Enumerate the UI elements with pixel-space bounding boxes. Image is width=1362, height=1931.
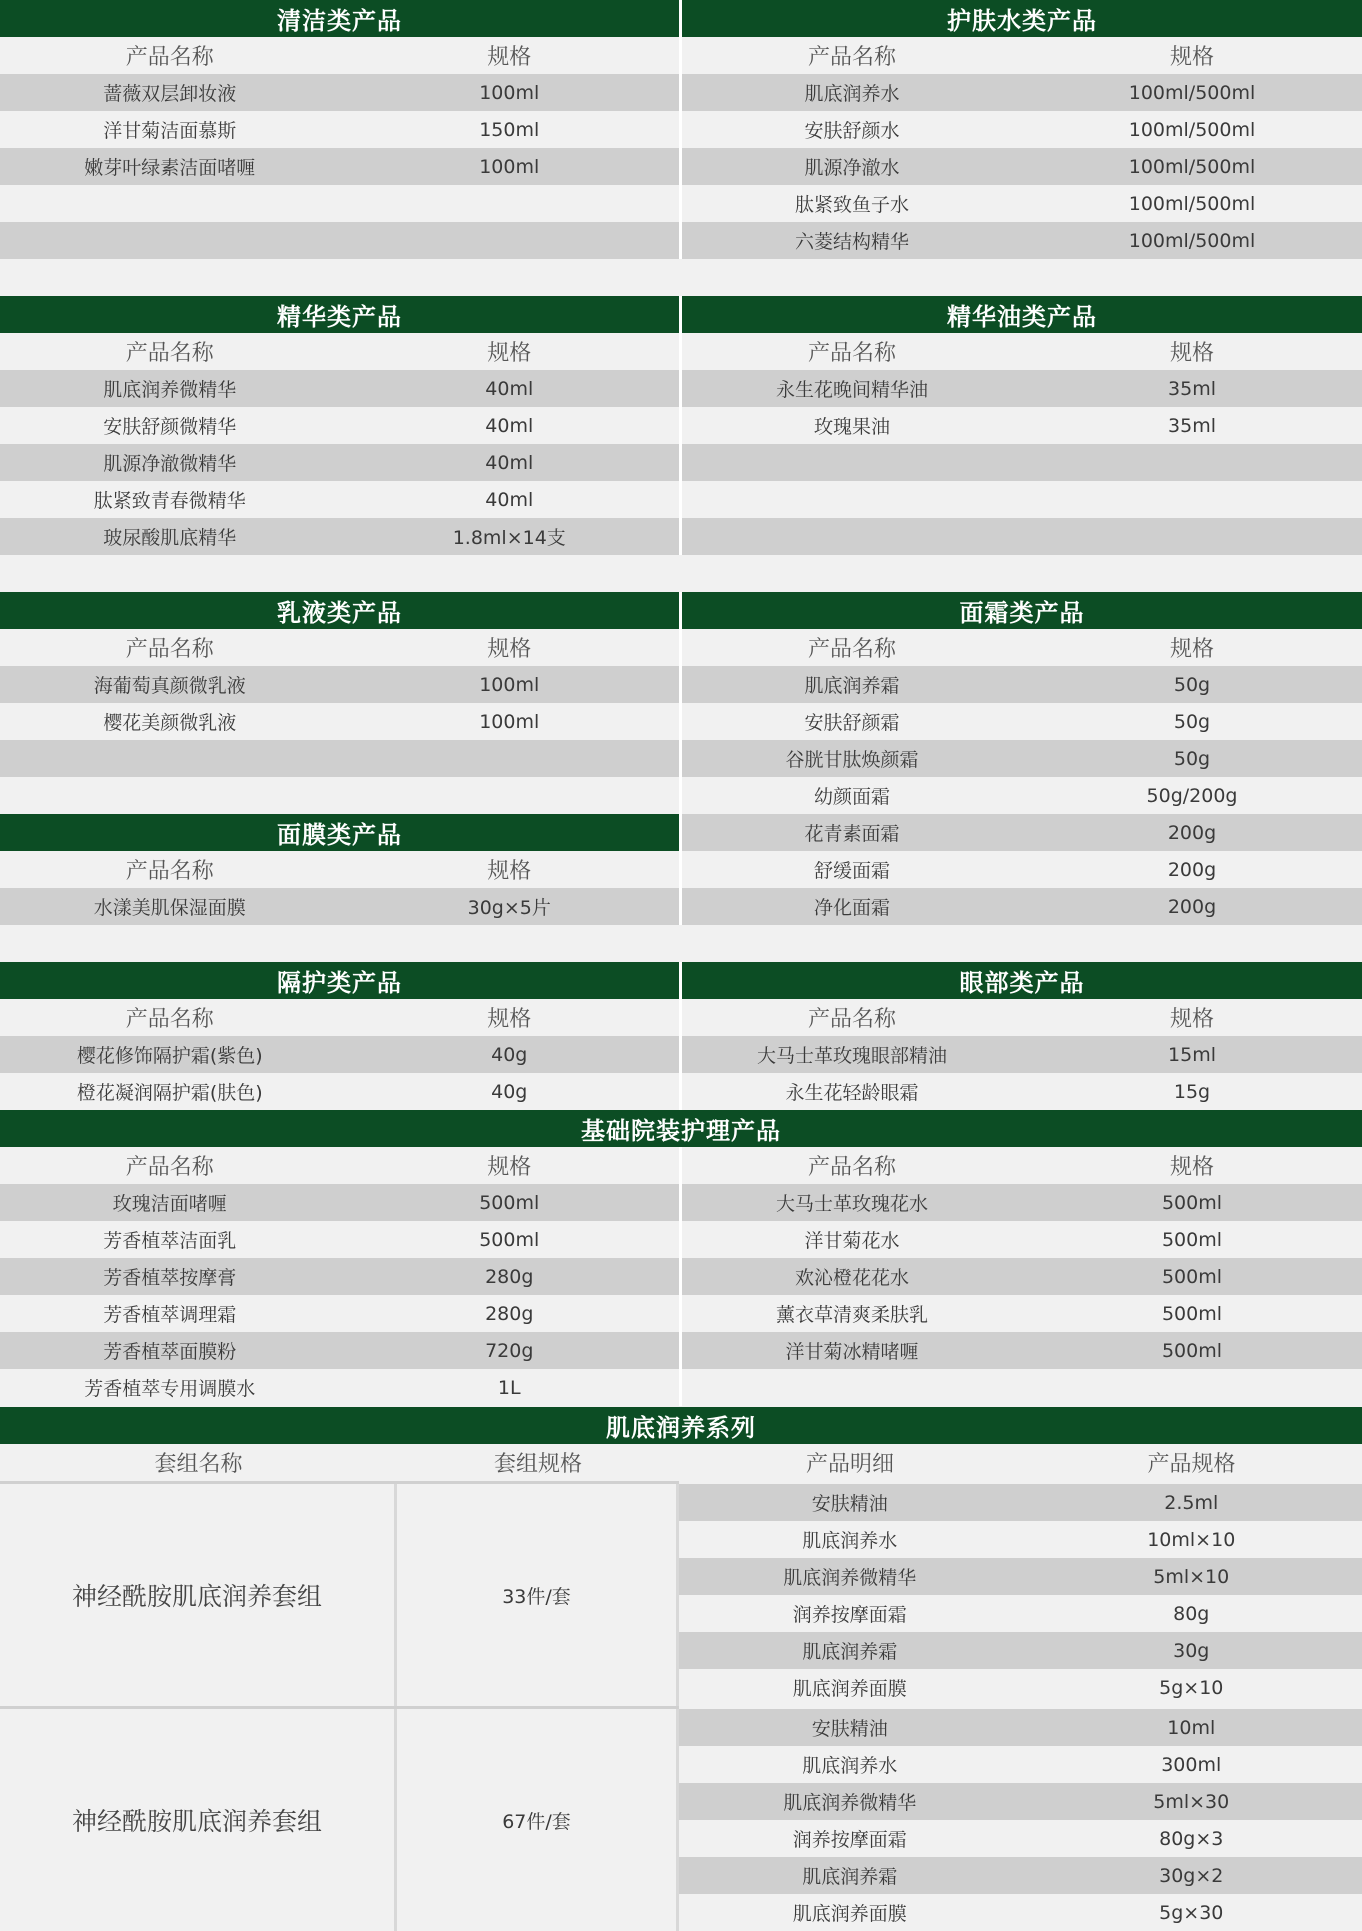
table-header [682,37,1362,74]
spec-cell: 40g [340,1081,680,1103]
product-name-cell: 舒缓面霜 [682,856,1022,883]
table-row [0,1184,679,1221]
table-row [679,1558,1362,1595]
table-row [682,1184,1362,1221]
product-name-cell: 肌底润养水 [682,79,1022,106]
table-row [682,888,1362,925]
product-name-cell: 肌底润养霜 [682,671,1022,698]
product-name-cell: 安肤舒颜霜 [682,708,1022,735]
table-row [682,1221,1362,1258]
header-item-spec: 产品规格 [1021,1447,1362,1478]
product-name-cell: 玫瑰洁面啫喱 [0,1189,340,1216]
product-name-cell: 肌底润养水 [679,1751,1021,1778]
product-name-cell: 欢沁橙花花水 [682,1263,1022,1290]
table-header [0,37,679,74]
product-name-cell: 产品名称 [682,1002,1022,1033]
oil-table [679,296,1362,555]
product-name-cell: 薰衣草清爽柔肤乳 [682,1300,1022,1327]
spec-cell: 5g×30 [1021,1902,1362,1924]
table-row [682,1332,1362,1369]
table-row [679,1746,1362,1783]
product-name-cell: 产品名称 [0,854,340,885]
mask-title: 面膜类产品 [0,814,679,851]
spec-cell: 50g/200g [1022,785,1362,807]
spec-cell: 规格 [1022,336,1362,367]
spec-cell: 720g [340,1340,680,1362]
salon-left [0,1147,679,1406]
product-name-cell: 产品名称 [682,336,1022,367]
table-row [679,1857,1362,1894]
spec-cell: 100ml/500ml [1022,119,1362,141]
table-row [682,444,1362,481]
table-header [682,1147,1362,1184]
table-row [682,370,1362,407]
product-name-cell: 肌底润养微精华 [679,1563,1021,1590]
series-title: 肌底润养系列 [0,1407,1362,1444]
product-name-cell: 海葡萄真颜微乳液 [0,671,340,698]
table-row [679,1484,1362,1521]
product-name-cell: 肽紧致青春微精华 [0,486,340,513]
table-header [682,999,1362,1036]
spec-cell: 100ml/500ml [1022,193,1362,215]
table-row [0,407,679,444]
product-name-cell: 芳香植萃按摩膏 [0,1263,340,1290]
table-row [0,777,679,814]
set-name: 神经酰胺肌底润养套组 [0,1484,397,1706]
product-name-cell: 芳香植萃洁面乳 [0,1226,340,1253]
table-row [0,1073,679,1110]
section-essence-oil [0,296,1362,555]
spec-cell: 500ml [1022,1192,1362,1214]
table-row [0,1295,679,1332]
spec-cell: 500ml [340,1229,680,1251]
spec-cell: 规格 [340,854,680,885]
spec-cell: 50g [1022,711,1362,733]
table-row [0,666,679,703]
table-row [0,222,679,259]
table-row [0,740,679,777]
product-name-cell: 产品名称 [682,632,1022,663]
product-name-cell: 肌底润养面膜 [679,1674,1021,1701]
spec-cell: 规格 [340,40,680,71]
table-row [682,703,1362,740]
table-row [682,185,1362,222]
table-row [682,777,1362,814]
spec-cell: 40ml [340,489,680,511]
table-row [682,407,1362,444]
product-name-cell: 洋甘菊冰精啫喱 [682,1337,1022,1364]
spec-cell: 规格 [340,336,680,367]
spec-cell: 80g [1021,1603,1362,1625]
set-block [0,1484,1362,1706]
table-header [0,999,679,1036]
product-name-cell: 安肤舒颜微精华 [0,412,340,439]
spec-cell: 280g [340,1303,680,1325]
product-name-cell: 肌源净澈微精华 [0,449,340,476]
table-row [682,74,1362,111]
table-row [679,1894,1362,1931]
header-set-qty: 套组规格 [397,1447,679,1478]
product-name-cell: 产品名称 [0,336,340,367]
spec-cell: 100ml/500ml [1022,82,1362,104]
section-series [0,1407,1362,1931]
table-row [682,518,1362,555]
table-row [682,1295,1362,1332]
spec-cell: 10ml×10 [1021,1529,1362,1551]
set-block [0,1709,1362,1931]
product-name-cell: 永生花轻龄眼霜 [682,1078,1022,1105]
table-row [682,1369,1362,1406]
primer-table [0,962,679,1110]
salon-right [679,1147,1362,1406]
spec-cell: 40ml [340,452,680,474]
spec-cell: 200g [1022,859,1362,881]
spec-cell: 规格 [340,632,680,663]
cleansing-table [0,0,679,259]
spec-cell: 100ml/500ml [1022,156,1362,178]
table-row [682,666,1362,703]
table-header [682,333,1362,370]
spec-cell: 150ml [340,119,680,141]
spec-cell: 5ml×30 [1021,1791,1362,1813]
product-name-cell: 玻尿酸肌底精华 [0,523,340,550]
table-row [0,1221,679,1258]
table-header [0,333,679,370]
lotion-title: 乳液类产品 [0,592,679,629]
spec-cell: 35ml [1022,415,1362,437]
spec-cell: 40ml [340,415,680,437]
table-row [679,1709,1362,1746]
spec-cell: 规格 [340,1150,680,1181]
spec-cell: 80g×3 [1021,1828,1362,1850]
spec-cell: 200g [1022,822,1362,844]
spec-cell: 规格 [1022,1150,1362,1181]
table-row [679,1783,1362,1820]
cream-title: 面霜类产品 [682,592,1362,629]
table-row [0,1258,679,1295]
product-name-cell: 花青素面霜 [682,819,1022,846]
spec-cell: 规格 [340,1002,680,1033]
table-row [0,1332,679,1369]
set-name: 神经酰胺肌底润养套组 [0,1709,397,1931]
product-name-cell: 肌底润养微精华 [679,1788,1021,1815]
spec-cell: 100ml [340,711,680,733]
table-row [682,222,1362,259]
product-name-cell: 净化面霜 [682,893,1022,920]
product-name-cell: 大马士革玫瑰花水 [682,1189,1022,1216]
table-row [682,740,1362,777]
product-name-cell: 产品名称 [0,40,340,71]
product-name-cell: 嫩芽叶绿素洁面啫喱 [0,153,340,180]
product-name-cell: 润养按摩面霜 [679,1600,1021,1627]
spec-cell: 5ml×10 [1021,1566,1362,1588]
spec-cell: 5g×10 [1021,1677,1362,1699]
spec-cell: 30g [1021,1640,1362,1662]
product-name-cell: 肌源净澈水 [682,153,1022,180]
table-header [0,851,679,888]
product-name-cell: 芳香植萃专用调膜水 [0,1374,340,1401]
product-name-cell: 肌底润养水 [679,1526,1021,1553]
product-name-cell: 谷胱甘肽焕颜霜 [682,745,1022,772]
table-row [682,481,1362,518]
spec-cell: 1.8ml×14支 [340,523,680,550]
product-name-cell: 润养按摩面霜 [679,1825,1021,1852]
spec-cell: 500ml [1022,1266,1362,1288]
table-row [0,444,679,481]
spec-cell: 规格 [1022,1002,1362,1033]
set-items [679,1484,1362,1706]
product-name-cell: 洋甘菊洁面慕斯 [0,116,340,143]
product-name-cell: 玫瑰果油 [682,412,1022,439]
section-cleansing-toner [0,0,1362,259]
product-name-cell: 樱花美颜微乳液 [0,708,340,735]
table-header [682,629,1362,666]
primer-title: 隔护类产品 [0,962,679,999]
table-row [682,148,1362,185]
product-name-cell: 大马士革玫瑰眼部精油 [682,1041,1022,1068]
oil-title: 精华油类产品 [682,296,1362,333]
table-row [682,1036,1362,1073]
table-row [682,1073,1362,1110]
spec-cell: 300ml [1021,1754,1362,1776]
product-name-cell: 肽紧致鱼子水 [682,190,1022,217]
table-header [0,629,679,666]
table-row [679,1632,1362,1669]
product-name-cell: 肌底润养面膜 [679,1899,1021,1926]
header-set-name: 套组名称 [0,1447,397,1478]
product-name-cell: 橙花凝润隔护霜(肤色) [0,1078,340,1105]
product-name-cell: 洋甘菊花水 [682,1226,1022,1253]
table-row [0,370,679,407]
product-name-cell: 永生花晚间精华油 [682,375,1022,402]
section-lotion-cream [0,592,1362,925]
table-row [0,703,679,740]
set-qty: 33件/套 [397,1484,679,1706]
table-row [0,1369,679,1406]
product-name-cell: 产品名称 [682,40,1022,71]
table-row [682,851,1362,888]
table-row [0,74,679,111]
spec-cell: 500ml [340,1192,680,1214]
spec-cell: 15g [1022,1081,1362,1103]
product-name-cell: 肌底润养霜 [679,1862,1021,1889]
section-primer-eye [0,962,1362,1110]
spec-cell: 40g [340,1044,680,1066]
product-name-cell: 安肤舒颜水 [682,116,1022,143]
spec-cell: 2.5ml [1021,1492,1362,1514]
table-row [0,1036,679,1073]
table-row [682,111,1362,148]
set-items [679,1709,1362,1931]
table-header [0,1147,679,1184]
product-name-cell: 安肤精油 [679,1714,1021,1741]
table-row [679,1595,1362,1632]
product-name-cell: 肌底润养微精华 [0,375,340,402]
product-name-cell: 安肤精油 [679,1489,1021,1516]
salon-title: 基础院装护理产品 [0,1110,1362,1147]
product-name-cell: 芳香植萃面膜粉 [0,1337,340,1364]
spec-cell: 10ml [1021,1717,1362,1739]
spec-cell: 500ml [1022,1340,1362,1362]
spec-cell: 500ml [1022,1303,1362,1325]
spec-cell: 280g [340,1266,680,1288]
essence-table [0,296,679,555]
header-items: 产品明细 [679,1447,1021,1478]
product-name-cell: 产品名称 [0,632,340,663]
spec-cell: 30g×2 [1021,1865,1362,1887]
table-row [679,1521,1362,1558]
spec-cell: 30g×5片 [340,893,680,920]
eye-title: 眼部类产品 [682,962,1362,999]
table-row [679,1820,1362,1857]
table-row [0,185,679,222]
table-row [0,148,679,185]
table-row [0,111,679,148]
table-row [682,814,1362,851]
spec-cell: 50g [1022,674,1362,696]
product-name-cell: 水漾美肌保湿面膜 [0,893,340,920]
product-name-cell: 六菱结构精华 [682,227,1022,254]
spec-cell: 规格 [1022,40,1362,71]
table-row [679,1669,1362,1706]
salon-table [0,1147,1362,1406]
product-name-cell: 樱花修饰隔护霜(紫色) [0,1041,340,1068]
table-row [0,481,679,518]
table-row [0,518,679,555]
product-name-cell: 蔷薇双层卸妆液 [0,79,340,106]
spec-cell: 1L [340,1377,680,1399]
table-row [0,888,679,925]
toner-title: 护肤水类产品 [682,0,1362,37]
product-name-cell: 产品名称 [0,1002,340,1033]
spec-cell: 200g [1022,896,1362,918]
set-qty: 67件/套 [397,1709,679,1931]
spec-cell: 100ml/500ml [1022,230,1362,252]
toner-table [679,0,1362,259]
spec-cell: 规格 [1022,632,1362,663]
spec-cell: 40ml [340,378,680,400]
spec-cell: 15ml [1022,1044,1362,1066]
eye-table [679,962,1362,1110]
table-row [682,1258,1362,1295]
spec-cell: 50g [1022,748,1362,770]
spec-cell: 100ml [340,674,680,696]
product-name-cell: 芳香植萃调理霜 [0,1300,340,1327]
section-salon [0,1110,1362,1406]
cream-table [679,592,1362,925]
spec-cell: 100ml [340,156,680,178]
cleansing-title: 清洁类产品 [0,0,679,37]
spec-cell: 100ml [340,82,680,104]
product-name-cell: 幼颜面霜 [682,782,1022,809]
essence-title: 精华类产品 [0,296,679,333]
product-name-cell: 肌底润养霜 [679,1637,1021,1664]
spec-cell: 35ml [1022,378,1362,400]
product-name-cell: 产品名称 [0,1150,340,1181]
product-name-cell: 产品名称 [682,1150,1022,1181]
lotion-mask-column [0,592,679,925]
spec-cell: 500ml [1022,1229,1362,1251]
series-table-header [0,1444,1362,1481]
